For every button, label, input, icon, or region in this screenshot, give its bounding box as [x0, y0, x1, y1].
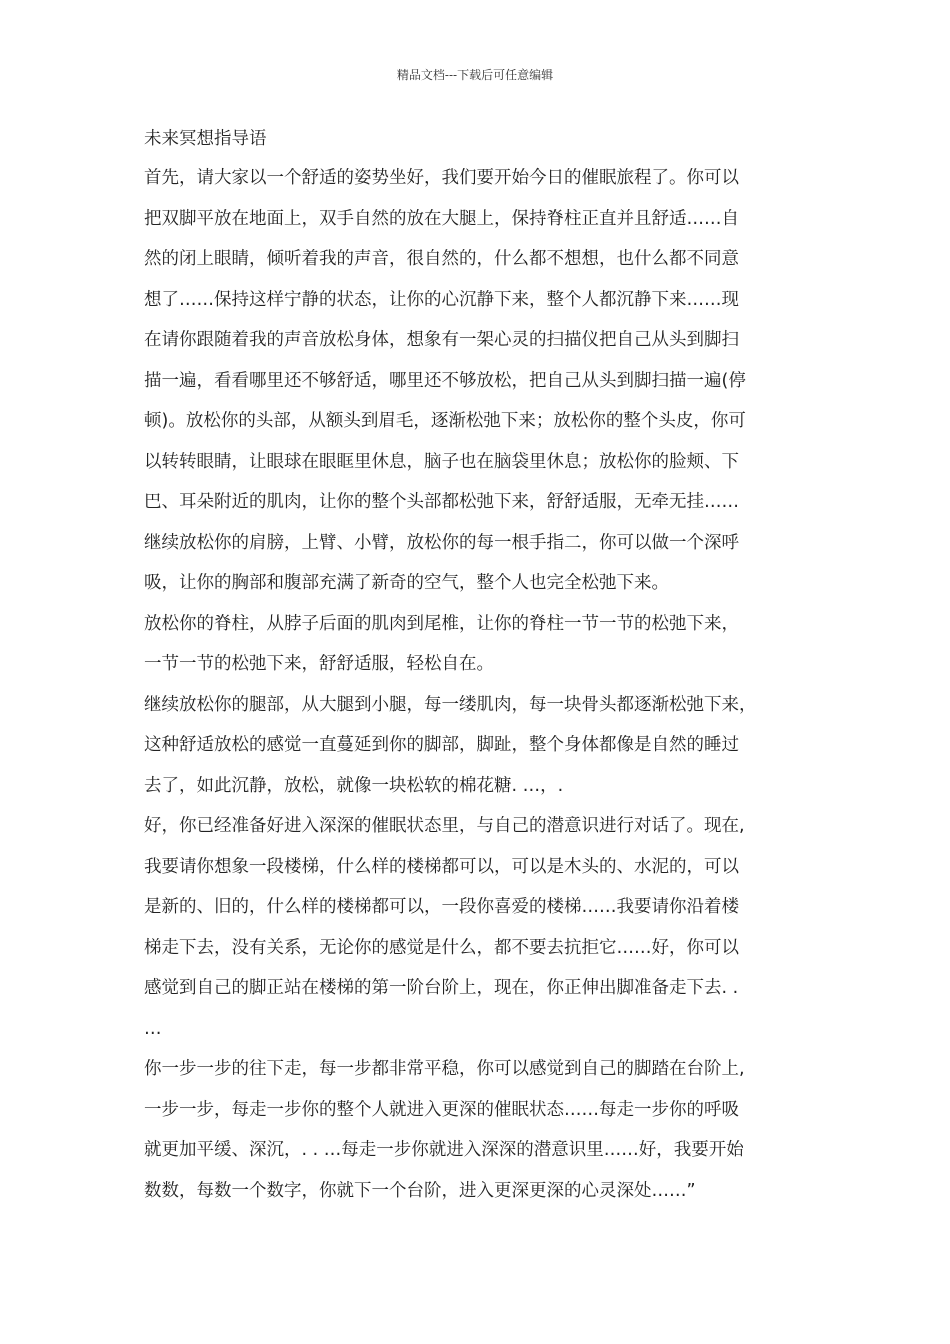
- paragraph: [144, 685, 808, 807]
- document-body: [144, 120, 808, 1211]
- paragraph: [144, 1049, 808, 1211]
- text-line: 是新的、旧的，什么样的楼梯都可以，一段你喜爱的楼梯……我要请你沿着楼: [144, 897, 739, 917]
- text-line: 就更加平缓、深沉，. . …每走一步你就进入深深的潜意识里……好，我要开始: [144, 1140, 744, 1160]
- page-header: 精品文档---下载后可任意编辑: [396, 68, 554, 82]
- text-line: 想了……保持这样宁静的状态，让你的心沉静下来，整个人都沉静下来……现: [144, 289, 739, 310]
- text-line: 你一步一步的往下走，每一步都非常平稳，你可以感觉到自己的脚踏在台阶上,: [144, 1059, 745, 1079]
- text-line: 梯走下去，没有关系，无论你的感觉是什么，都不要去抗拒它……好，你可以: [144, 937, 739, 958]
- text-line: 以转转眼睛，让眼球在眼眶里休息，脑子也在脑袋里休息；放松你的脸颊、下: [144, 451, 739, 472]
- text-line: 继续放松你的肩膀，上臂、小臂，放松你的每一根手指二，你可以做一个深呼: [144, 532, 739, 553]
- text-line: 好，你已经准备好进入深深的催眠状态里，与自己的潜意识进行对话了。现在,: [144, 816, 745, 836]
- text-line: 把双脚平放在地面上，双手自然的放在大腿上，保持脊柱正直并且舒适……自: [144, 208, 739, 229]
- text-line: 一节一节的松弛下来，舒舒适服，轻松自在。: [144, 654, 494, 674]
- text-line: 在请你跟随着我的声音放松身体，想象有一架心灵的扫描仪把自己从头到脚扫: [144, 330, 739, 350]
- paragraph: [144, 604, 808, 685]
- text-line: 继续放松你的腿部，从大腿到小腿，每一缕肌肉，每一块骨头都逐渐松弛下来，: [144, 694, 757, 715]
- paragraph: [144, 806, 808, 1049]
- text-line: 去了，如此沉静，放松，就像一块松软的棉花糖. …，.: [144, 775, 564, 796]
- text-line: 然的闭上眼睛，倾听着我的声音，很自然的，什么都不想想，也什么都不同意: [144, 249, 739, 269]
- document-title: 未来冥想指导语: [144, 129, 267, 149]
- text-line: 顿)。放松你的头部，从额头到眉毛，逐渐松弛下来；放松你的整个头皮，你可: [144, 411, 746, 431]
- text-line: 感觉到自己的脚正站在楼梯的第一阶台阶上，现在，你正伸出脚准备走下去. .: [144, 978, 739, 998]
- text-line: 放松你的脊柱，从脖子后面的肌肉到尾椎，让你的脊柱一节一节的松弛下来，: [144, 613, 739, 634]
- paragraph: [144, 158, 808, 604]
- text-line: 数数，每数一个数字，你就下一个台阶，进入更深更深的心灵深处……”: [144, 1180, 696, 1201]
- text-line: 描一遍，看看哪里还不够舒适，哪里还不够放松，把自己从头到脚扫描一遍(停: [144, 370, 746, 391]
- text-line: 一步一步，每走一步你的整个人就进入更深的催眠状态……每走一步你的呼吸: [144, 1099, 739, 1120]
- text-line: 巴、耳朵附近的肌肉，让你的整个头部都松弛下来，舒舒适服，无牵无挂……: [144, 492, 739, 512]
- text-line: 吸，让你的胸部和腹部充满了新奇的空气，整个人也完全松弛下来。: [144, 573, 669, 593]
- text-line: 我要请你想象一段楼梯，什么样的楼梯都可以，可以是木头的、水泥的，可以: [144, 856, 739, 877]
- text-line: 首先，请大家以一个舒适的姿势坐好，我们要开始今日的催眠旅程了。你可以: [144, 168, 739, 188]
- text-line: 这种舒适放松的感觉一直蔓延到你的脚部，脚趾，整个身体都像是自然的睡过: [144, 735, 739, 755]
- text-line: …: [144, 1018, 162, 1039]
